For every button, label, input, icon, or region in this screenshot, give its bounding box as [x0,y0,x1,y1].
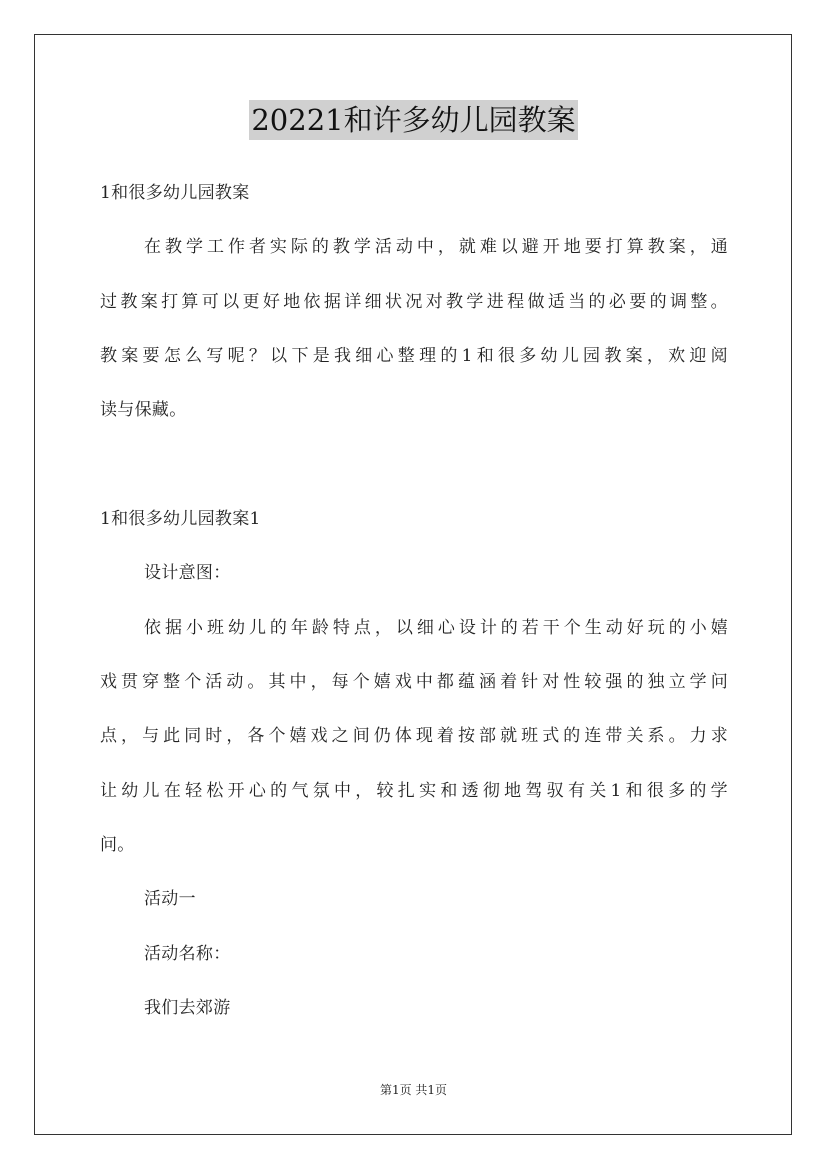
paragraph-line: 过教案打算可以更好地依据详细状况对教学进程做适当的必要的调整。 [100,292,728,312]
paragraph-line: 在教学工作者实际的教学活动中，就难以避开地要打算教案，通 [144,237,728,257]
document-title: 20221和许多幼儿园教案 [249,100,577,140]
paragraph-line: 让幼儿在轻松开心的气氛中，较扎实和透彻地驾驭有关1和很多的学 [100,781,728,801]
activity-name-value: 我们去郊游 [144,998,231,1018]
paragraph-line: 依据小班幼儿的年龄特点，以细心设计的若干个生动好玩的小嬉 [144,618,728,638]
section-heading: 1和很多幼儿园教案 [100,183,250,203]
subheading: 设计意图： [144,563,231,583]
section-heading: 1和很多幼儿园教案1 [100,509,261,529]
paragraph-line: 点，与此同时，各个嬉戏之间仍体现着按部就班式的连带关系。力求 [100,726,728,746]
page-footer: 第1页 共1页 [379,1083,448,1097]
paragraph-line: 教案要怎么写呢？以下是我细心整理的1和很多幼儿园教案，欢迎阅 [100,346,728,366]
activity-label: 活动一 [144,889,196,909]
paragraph-line: 读与保藏。 [100,400,187,420]
paragraph-line: 问。 [100,835,135,855]
title-container [0,100,827,140]
activity-name-label: 活动名称： [144,944,231,964]
paragraph-line: 戏贯穿整个活动。其中，每个嬉戏中都蕴涵着针对性较强的独立学问 [100,672,728,692]
